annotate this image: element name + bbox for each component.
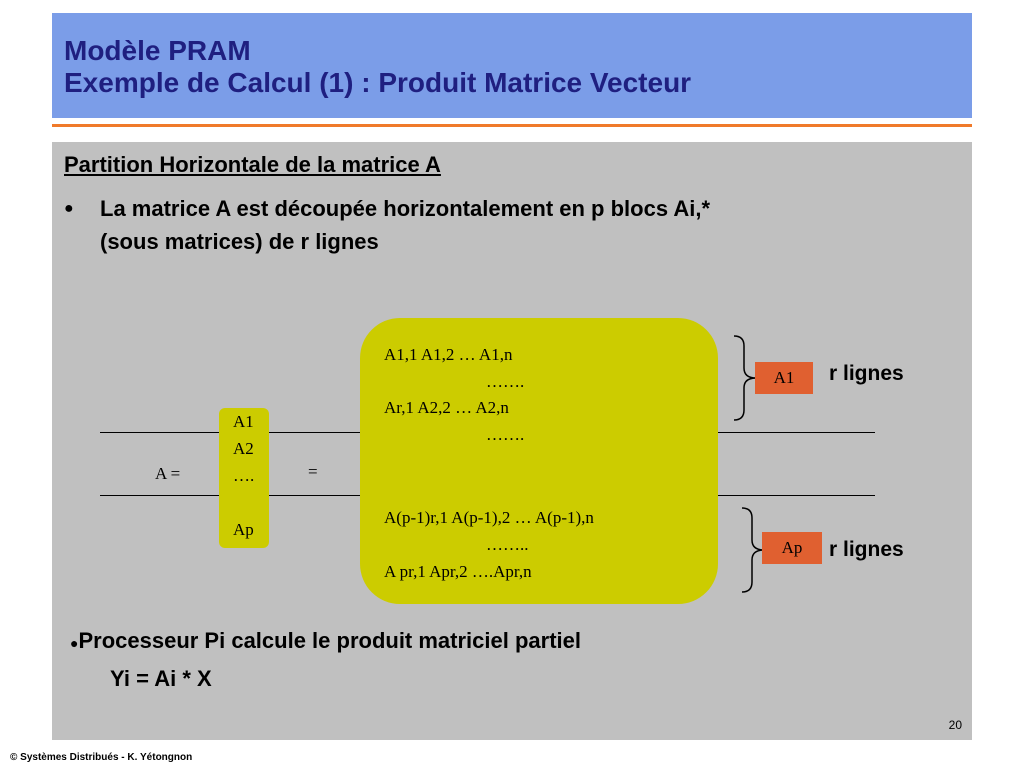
bullet-processor [70, 628, 581, 654]
a-equals-label: A = [155, 464, 181, 483]
bullet-line-2: (sous matrices) de r lignes [100, 229, 379, 254]
slide-content [52, 142, 972, 740]
block-a2: A2 [233, 439, 254, 458]
bullet-line-1: La matrice A est découpée horizontalement en p blocs Ai,* [100, 196, 711, 221]
matrix-row-dots-2: ……. [486, 425, 525, 444]
label-a1: A1 [755, 362, 813, 394]
title-line-2: Exemple de Calcul (1) : Produit Matrice Vecteur [64, 67, 692, 98]
equals-sign: = [308, 462, 318, 481]
matrix-row-dots-3: …….. [486, 535, 529, 554]
page-number: 20 [948, 718, 962, 732]
matrix-row-2: Ar,1 A2,2 … A2,n [384, 398, 509, 417]
matrix-row-dots-1: ……. [486, 372, 525, 391]
label-ap: Ap [762, 532, 822, 564]
matrix-row-1: A1,1 A1,2 … A1,n [384, 345, 513, 364]
block-a1: A1 [233, 412, 254, 431]
slide-title [64, 35, 691, 99]
footer-copyright: © Systèmes Distribués - K. Yétongnon [10, 752, 193, 763]
r-lines-bottom: r lignes [829, 538, 904, 561]
bullet-processor-text: Processeur Pi calcule le produit matriciel partiel [78, 628, 581, 653]
title-divider [52, 124, 972, 127]
title-banner [52, 13, 972, 118]
block-dots: …. [233, 466, 255, 485]
matrix-row-3: A(p-1)r,1 A(p-1),2 … A(p-1),n [384, 508, 594, 527]
bullet-dot-icon: ● [64, 200, 74, 217]
formula: Yi = Ai * X [110, 666, 212, 691]
bullet-dot-icon: ● [70, 635, 79, 651]
r-lines-top: r lignes [829, 362, 904, 385]
title-line-1: Modèle PRAM [64, 35, 251, 66]
section-heading: Partition Horizontale de la matrice A [64, 152, 441, 177]
matrix-row-4: A pr,1 Apr,2 ….Apr,n [384, 562, 532, 581]
block-ap: Ap [233, 520, 254, 539]
